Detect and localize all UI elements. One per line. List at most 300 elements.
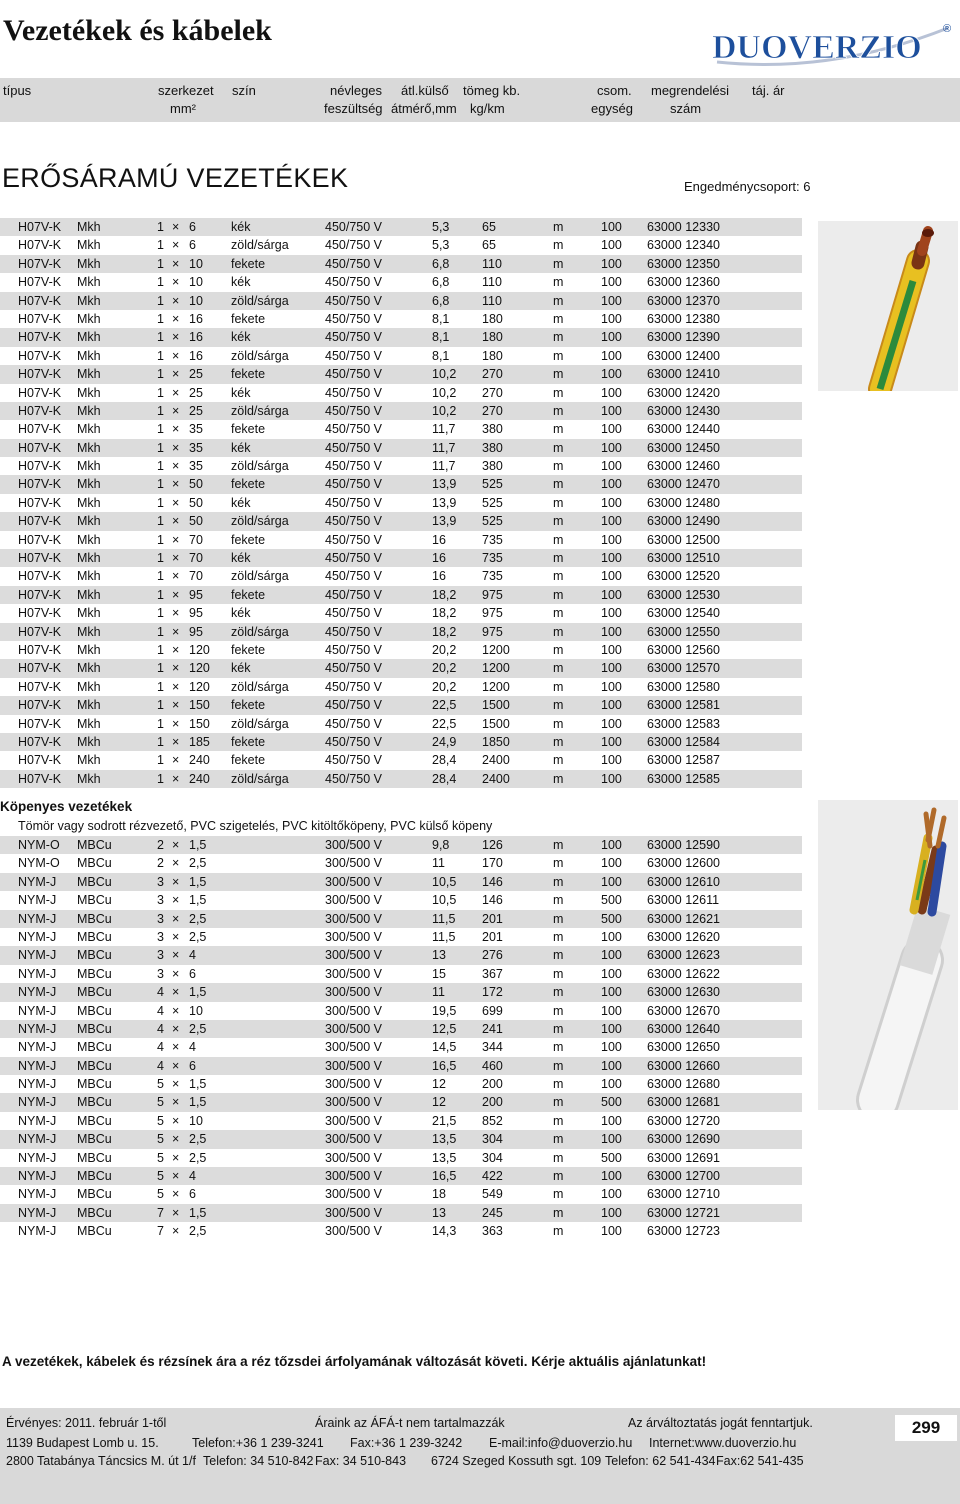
cell-voltage: 450/750 V [325,403,382,418]
cell-cores: 1 [157,698,164,713]
cell-weight: 245 [482,1205,503,1220]
table-row [0,873,802,891]
cell-package: 100 [601,966,622,981]
cell-weight: 975 [482,606,503,621]
cell-voltage: 450/750 V [325,771,382,786]
cell-diameter: 10,2 [432,403,457,418]
cell-structure: Mkh [77,256,101,271]
table-row [0,910,802,928]
cell-weight: 200 [482,1095,503,1110]
cell-diameter: 12 [432,1095,446,1110]
cell-cores: 1 [157,477,164,492]
cell-times: × [172,1113,180,1128]
cell-diameter: 13,9 [432,477,457,492]
cell-cross-section: 95 [189,624,203,639]
cell-diameter: 16,5 [432,1058,457,1073]
cell-times: × [172,422,180,437]
cell-voltage: 450/750 V [325,624,382,639]
cell-unit: m [553,716,564,731]
footer-email[interactable]: E-mail:info@duoverzio.hu [489,1436,633,1450]
cell-times: × [172,440,180,455]
cell-unit: m [553,220,564,234]
table-row [0,715,802,733]
cell-unit: m [553,440,564,455]
cell-voltage: 450/750 V [325,293,382,308]
cell-diameter: 19,5 [432,1003,457,1018]
cell-weight: 126 [482,838,503,852]
cell-color: fekete [231,477,266,492]
cell-package: 100 [601,587,622,602]
cell-cross-section: 10 [189,1003,203,1018]
cell-type: H07V-K [18,716,62,731]
table-row [0,733,802,751]
cell-package: 100 [601,1113,622,1128]
cell-times: × [172,385,180,400]
cell-package: 100 [601,698,622,713]
cell-voltage: 300/500 V [325,1205,382,1220]
cell-times: × [172,606,180,621]
cell-diameter: 10,5 [432,893,457,908]
cell-color: fekete [231,532,266,547]
cell-weight: 1200 [482,679,510,694]
cell-cores: 3 [157,929,164,944]
cell-times: × [172,330,180,345]
table-row [0,623,802,641]
cell-diameter: 11 [432,985,445,1000]
cell-times: × [172,679,180,694]
cell-voltage: 450/750 V [325,330,382,345]
table-row [0,1130,802,1148]
cell-cross-section: 150 [189,716,210,731]
cell-diameter: 13 [432,948,446,963]
cell-structure: Mkh [77,422,101,437]
cell-diameter: 21,5 [432,1113,457,1128]
cell-structure: Mkh [77,385,101,400]
cell-times: × [172,874,180,889]
cell-diameter: 13,5 [432,1132,457,1147]
cell-cores: 1 [157,569,164,584]
cell-order-number: 63000 12420 [647,385,720,400]
cell-weight: 270 [482,385,503,400]
cell-package: 100 [601,1003,622,1018]
cell-cross-section: 10 [189,1113,203,1128]
cell-unit: m [553,1224,564,1239]
cell-times: × [172,587,180,602]
cell-times: × [172,716,180,731]
table-row [0,891,802,909]
cell-unit: m [553,679,564,694]
cell-times: × [172,367,180,382]
cell-voltage: 300/500 V [325,1040,382,1055]
cell-order-number: 63000 12585 [647,771,720,786]
cell-package: 100 [601,385,622,400]
cell-unit: m [553,1058,564,1073]
cell-order-number: 63000 12621 [647,911,720,926]
cell-times: × [172,661,180,676]
svg-text:®: ® [943,23,952,35]
cell-unit: m [553,874,564,889]
cell-cores: 1 [157,551,164,566]
table-row [0,770,802,788]
cell-order-number: 63000 12530 [647,587,720,602]
cell-order-number: 63000 12691 [647,1150,720,1165]
cell-package: 100 [601,551,622,566]
footer [0,1408,960,1504]
cell-color: fekete [231,367,266,382]
cell-type: H07V-K [18,569,62,584]
footer-website[interactable]: Internet:www.duoverzio.hu [649,1436,797,1450]
cell-order-number: 63000 12590 [647,838,720,852]
cell-weight: 146 [482,874,503,889]
cell-unit: m [553,1040,564,1055]
cell-type: NYM-J [18,1169,57,1184]
col-tipus: típus [3,83,32,98]
cell-type: H07V-K [18,422,62,437]
cell-structure: MBCu [77,1113,112,1128]
cell-cores: 1 [157,440,164,455]
cell-color: kék [231,606,251,621]
cell-cores: 5 [157,1132,164,1147]
cell-type: H07V-K [18,642,62,657]
cell-type: H07V-K [18,348,62,363]
cell-diameter: 16 [432,569,446,584]
cell-weight: 735 [482,551,503,566]
cell-cross-section: 2,5 [189,929,207,944]
cell-voltage: 300/500 V [325,1021,382,1036]
cell-cross-section: 240 [189,771,210,786]
cell-order-number: 63000 12560 [647,642,720,657]
table-row [0,928,802,946]
cell-type: NYM-J [18,1187,57,1202]
cell-order-number: 63000 12440 [647,422,720,437]
col-szin: szín [232,83,256,98]
cell-weight: 276 [482,948,503,963]
cell-cores: 1 [157,587,164,602]
cell-diameter: 24,9 [432,734,457,749]
cell-order-number: 63000 12620 [647,929,720,944]
cell-cores: 2 [157,856,164,871]
table-row [0,1185,802,1203]
cell-voltage: 450/750 V [325,495,382,510]
col-tomeg: tömeg kb. [463,83,521,98]
cell-order-number: 63000 12370 [647,293,720,308]
cell-cores: 5 [157,1187,164,1202]
column-header-bar [0,78,960,122]
cell-structure: Mkh [77,551,101,566]
cell-diameter: 10,2 [432,367,457,382]
footer-fax-szeged: Fax:62 541-435 [716,1454,804,1468]
cell-cross-section: 25 [189,385,203,400]
cell-cross-section: 10 [189,275,203,290]
table-row [0,218,802,236]
cell-type: H07V-K [18,753,62,768]
cell-type: H07V-K [18,606,62,621]
cell-voltage: 450/750 V [325,385,382,400]
cell-cross-section: 6 [189,966,196,981]
cell-order-number: 63000 12540 [647,606,720,621]
cell-times: × [172,514,180,529]
page-number: 299 [895,1415,957,1441]
cell-times: × [172,220,180,234]
cell-voltage: 300/500 V [325,1169,382,1184]
cell-voltage: 450/750 V [325,348,382,363]
cell-unit: m [553,569,564,584]
cell-weight: 344 [482,1040,503,1055]
cell-weight: 241 [482,1021,503,1036]
cell-diameter: 14,3 [432,1224,457,1239]
cell-package: 100 [601,642,622,657]
cell-color: zöld/sárga [231,569,289,584]
cell-unit: m [553,459,564,474]
cell-order-number: 63000 12450 [647,440,720,455]
cell-color: zöld/sárga [231,716,289,731]
table-row [0,1020,802,1038]
cell-diameter: 16,5 [432,1169,457,1184]
cell-cores: 1 [157,293,164,308]
cell-type: NYM-J [18,1150,57,1165]
cell-unit: m [553,856,564,871]
cell-package: 100 [601,929,622,944]
cell-diameter: 10,5 [432,874,457,889]
footer-vat: Áraink az ÁFÁ-t nem tartalmazzák [315,1416,505,1430]
cell-cores: 5 [157,1113,164,1128]
table-row [0,946,802,964]
col-kgkm: kg/km [470,101,505,116]
cell-cores: 1 [157,459,164,474]
cell-weight: 2400 [482,753,510,768]
sheathed-cable-image [818,800,958,1110]
cell-cores: 1 [157,734,164,749]
cell-weight: 172 [482,985,503,1000]
cell-package: 100 [601,459,622,474]
cell-package: 100 [601,440,622,455]
cell-type: NYM-O [18,856,60,871]
cell-voltage: 450/750 V [325,679,382,694]
cell-diameter: 11,7 [432,422,456,437]
cell-unit: m [553,275,564,290]
cell-order-number: 63000 12610 [647,874,720,889]
table-row [0,365,802,383]
duoverzio-logo [712,22,957,77]
cell-diameter: 9,8 [432,838,450,852]
cell-type: NYM-J [18,874,57,889]
cell-color: zöld/sárga [231,403,289,418]
cell-cross-section: 1,5 [189,893,207,908]
cell-type: NYM-J [18,985,57,1000]
cell-order-number: 63000 12400 [647,348,720,363]
table-row [0,347,802,365]
cell-cross-section: 10 [189,293,203,308]
cell-voltage: 450/750 V [325,514,382,529]
cell-cores: 1 [157,514,164,529]
cell-structure: MBCu [77,911,112,926]
cell-voltage: 450/750 V [325,422,382,437]
footer-address-tatabanya: 2800 Tatabánya Táncsics M. út 1/f [6,1454,196,1468]
cell-cross-section: 150 [189,698,210,713]
cell-structure: MBCu [77,1150,112,1165]
cell-package: 100 [601,477,622,492]
cable-table-nym [0,836,802,1241]
cell-weight: 422 [482,1169,503,1184]
cell-times: × [172,551,180,566]
cell-unit: m [553,367,564,382]
cell-structure: Mkh [77,367,101,382]
cell-order-number: 63000 12390 [647,330,720,345]
cell-structure: Mkh [77,587,101,602]
cell-type: H07V-K [18,477,62,492]
cell-structure: MBCu [77,1224,112,1239]
cell-order-number: 63000 12490 [647,514,720,529]
cell-voltage: 300/500 V [325,1058,382,1073]
cell-diameter: 16 [432,532,446,547]
cell-unit: m [553,1113,564,1128]
table-row [0,512,802,530]
cell-structure: MBCu [77,1040,112,1055]
cell-structure: MBCu [77,893,112,908]
table-row [0,1167,802,1185]
cell-cross-section: 25 [189,403,203,418]
footer-phone-szeged: Telefon: 62 541-434 [605,1454,716,1468]
cell-structure: MBCu [77,838,112,852]
cell-color: kék [231,551,251,566]
cell-times: × [172,1205,180,1220]
col-mm2: mm² [170,101,196,116]
cell-package: 100 [601,838,622,852]
cell-color: zöld/sárga [231,348,289,363]
cell-cores: 1 [157,256,164,271]
cell-times: × [172,753,180,768]
cell-voltage: 450/750 V [325,220,382,234]
cell-package: 100 [601,734,622,749]
cell-cross-section: 16 [189,330,203,345]
cell-weight: 65 [482,238,496,253]
cell-order-number: 63000 12721 [647,1205,720,1220]
cell-structure: MBCu [77,856,112,871]
cell-type: H07V-K [18,698,62,713]
cell-type: H07V-K [18,624,62,639]
cell-structure: MBCu [77,1205,112,1220]
cell-package: 100 [601,1224,622,1239]
cell-diameter: 14,5 [432,1040,457,1055]
cell-cores: 3 [157,893,164,908]
cell-cross-section: 4 [189,1169,196,1184]
cell-voltage: 450/750 V [325,716,382,731]
cell-weight: 1200 [482,642,510,657]
cell-cross-section: 1,5 [189,1205,207,1220]
cell-package: 100 [601,716,622,731]
cell-voltage: 300/500 V [325,1003,382,1018]
cell-diameter: 11 [432,856,445,871]
cell-type: H07V-K [18,385,62,400]
cell-order-number: 63000 12584 [647,734,720,749]
cell-unit: m [553,551,564,566]
cell-weight: 735 [482,569,503,584]
cell-order-number: 63000 12670 [647,1003,720,1018]
cell-times: × [172,1040,180,1055]
cell-times: × [172,911,180,926]
cell-diameter: 13,9 [432,495,457,510]
cell-diameter: 15 [432,966,446,981]
cell-times: × [172,459,180,474]
cell-unit: m [553,753,564,768]
cell-cross-section: 2,5 [189,856,207,871]
cell-cores: 1 [157,403,164,418]
cell-times: × [172,985,180,1000]
footer-phone-tatabanya: Telefon: 34 510-842 [203,1454,314,1468]
cell-structure: Mkh [77,661,101,676]
table-row [0,1093,802,1111]
cell-cores: 2 [157,838,164,852]
cell-voltage: 450/750 V [325,698,382,713]
cell-package: 100 [601,532,622,547]
cell-cores: 1 [157,385,164,400]
cell-voltage: 450/750 V [325,367,382,382]
cell-cross-section: 16 [189,311,203,326]
cell-color: kék [231,330,251,345]
cell-voltage: 450/750 V [325,311,382,326]
cell-times: × [172,1224,180,1239]
cell-cores: 4 [157,1003,164,1018]
cell-type: NYM-J [18,1095,57,1110]
cell-structure: Mkh [77,495,101,510]
cell-structure: MBCu [77,1132,112,1147]
cell-cross-section: 50 [189,477,203,492]
cell-cores: 1 [157,275,164,290]
cell-diameter: 6,8 [432,275,450,290]
cell-cross-section: 120 [189,679,210,694]
cell-unit: m [553,293,564,308]
cell-voltage: 300/500 V [325,1224,382,1239]
cell-times: × [172,569,180,584]
table-row [0,328,802,346]
cell-diameter: 11,5 [432,929,456,944]
cell-voltage: 300/500 V [325,1095,382,1110]
cell-structure: MBCu [77,966,112,981]
cell-order-number: 63000 12583 [647,716,720,731]
cell-type: H07V-K [18,293,62,308]
cell-unit: m [553,587,564,602]
cell-order-number: 63000 12380 [647,311,720,326]
cell-weight: 852 [482,1113,503,1128]
cell-times: × [172,966,180,981]
cell-color: kék [231,440,251,455]
cell-color: zöld/sárga [231,624,289,639]
cell-unit: m [553,422,564,437]
table-row [0,494,802,512]
cell-diameter: 20,2 [432,661,457,676]
table-row [0,384,802,402]
cell-cross-section: 6 [189,238,196,253]
table-row [0,1002,802,1020]
cell-type: H07V-K [18,220,62,234]
cell-unit: m [553,1132,564,1147]
cell-weight: 367 [482,966,503,981]
cell-color: kék [231,220,251,234]
cell-cross-section: 2,5 [189,911,207,926]
cell-cross-section: 70 [189,532,203,547]
cell-order-number: 63000 12350 [647,256,720,271]
cell-weight: 975 [482,587,503,602]
cell-order-number: 63000 12622 [647,966,720,981]
cell-weight: 304 [482,1132,503,1147]
cell-package: 100 [601,422,622,437]
cell-times: × [172,293,180,308]
cell-weight: 735 [482,532,503,547]
cell-unit: m [553,1021,564,1036]
cell-order-number: 63000 12480 [647,495,720,510]
cell-color: fekete [231,422,266,437]
cell-cores: 4 [157,985,164,1000]
